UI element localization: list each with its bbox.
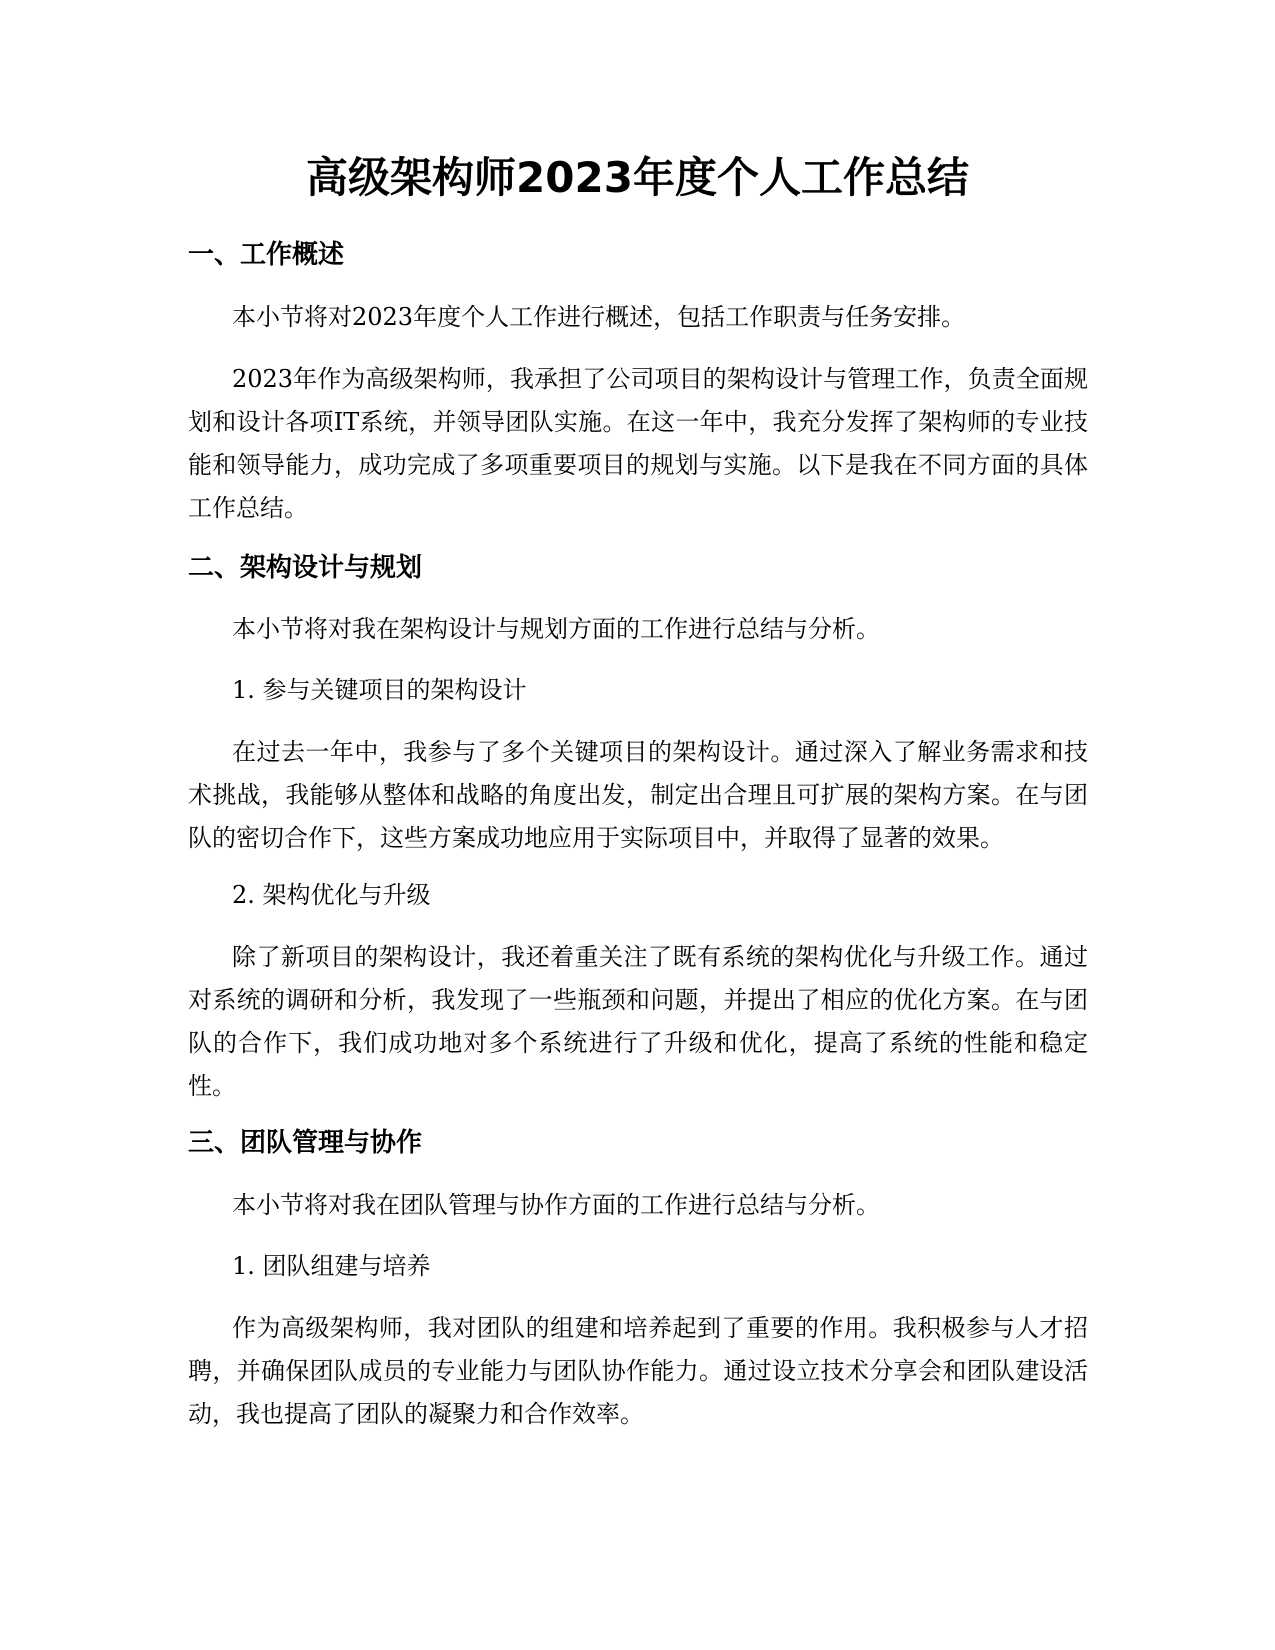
paragraph: 在过去一年中，我参与了多个关键项目的架构设计。通过深入了解业务需求和技术挑战，我能够从整体和战略的角度出发，制定出合理且可扩展的架构方案。在与团队的密切合作下，这些方案成功地应用于实际项目中，并取得了显著的效果。 [188,738,1088,852]
document-title: 高级架构师2023年度个人工作总结 [306,153,969,202]
subheading-item: 2. 架构优化与升级 [232,881,431,909]
paragraph: 作为高级架构师，我对团队的组建和培养起到了重要的作用。我积极参与人才招聘，并确保团队成员的专业能力与团队协作能力。通过设立技术分享会和团队建设活动，我也提高了团队的凝聚力和合作效率。 [188,1314,1088,1428]
subheading-item: 1. 参与关键项目的架构设计 [232,676,527,704]
paragraph: 除了新项目的架构设计，我还着重关注了既有系统的架构优化与升级工作。通过对系统的调研和分析，我发现了一些瓶颈和问题，并提出了相应的优化方案。在与团队的合作下，我们成功地对多个系统进行了升级和优化，提高了系统的性能和稳定性。 [188,943,1088,1100]
subheading-item: 1. 团队组建与培养 [232,1252,431,1280]
paragraph: 本小节将对2023年度个人工作进行概述，包括工作职责与任务安排。 [232,303,966,331]
paragraph: 本小节将对我在架构设计与规划方面的工作进行总结与分析。 [232,615,880,643]
section-heading-architecture: 二、架构设计与规划 [188,553,423,583]
paragraph: 2023年作为高级架构师，我承担了公司项目的架构设计与管理工作，负责全面规划和设计各项IT系统，并领导团队实施。在这一年中，我充分发挥了架构师的专业技能和领导能力，成功完成了多项重要项目的规划与实施。以下是我在不同方面的具体工作总结。 [188,365,1088,522]
section-heading-team: 三、团队管理与协作 [188,1128,423,1158]
section-heading-overview: 一、工作概述 [188,240,345,270]
paragraph: 本小节将对我在团队管理与协作方面的工作进行总结与分析。 [232,1191,880,1219]
